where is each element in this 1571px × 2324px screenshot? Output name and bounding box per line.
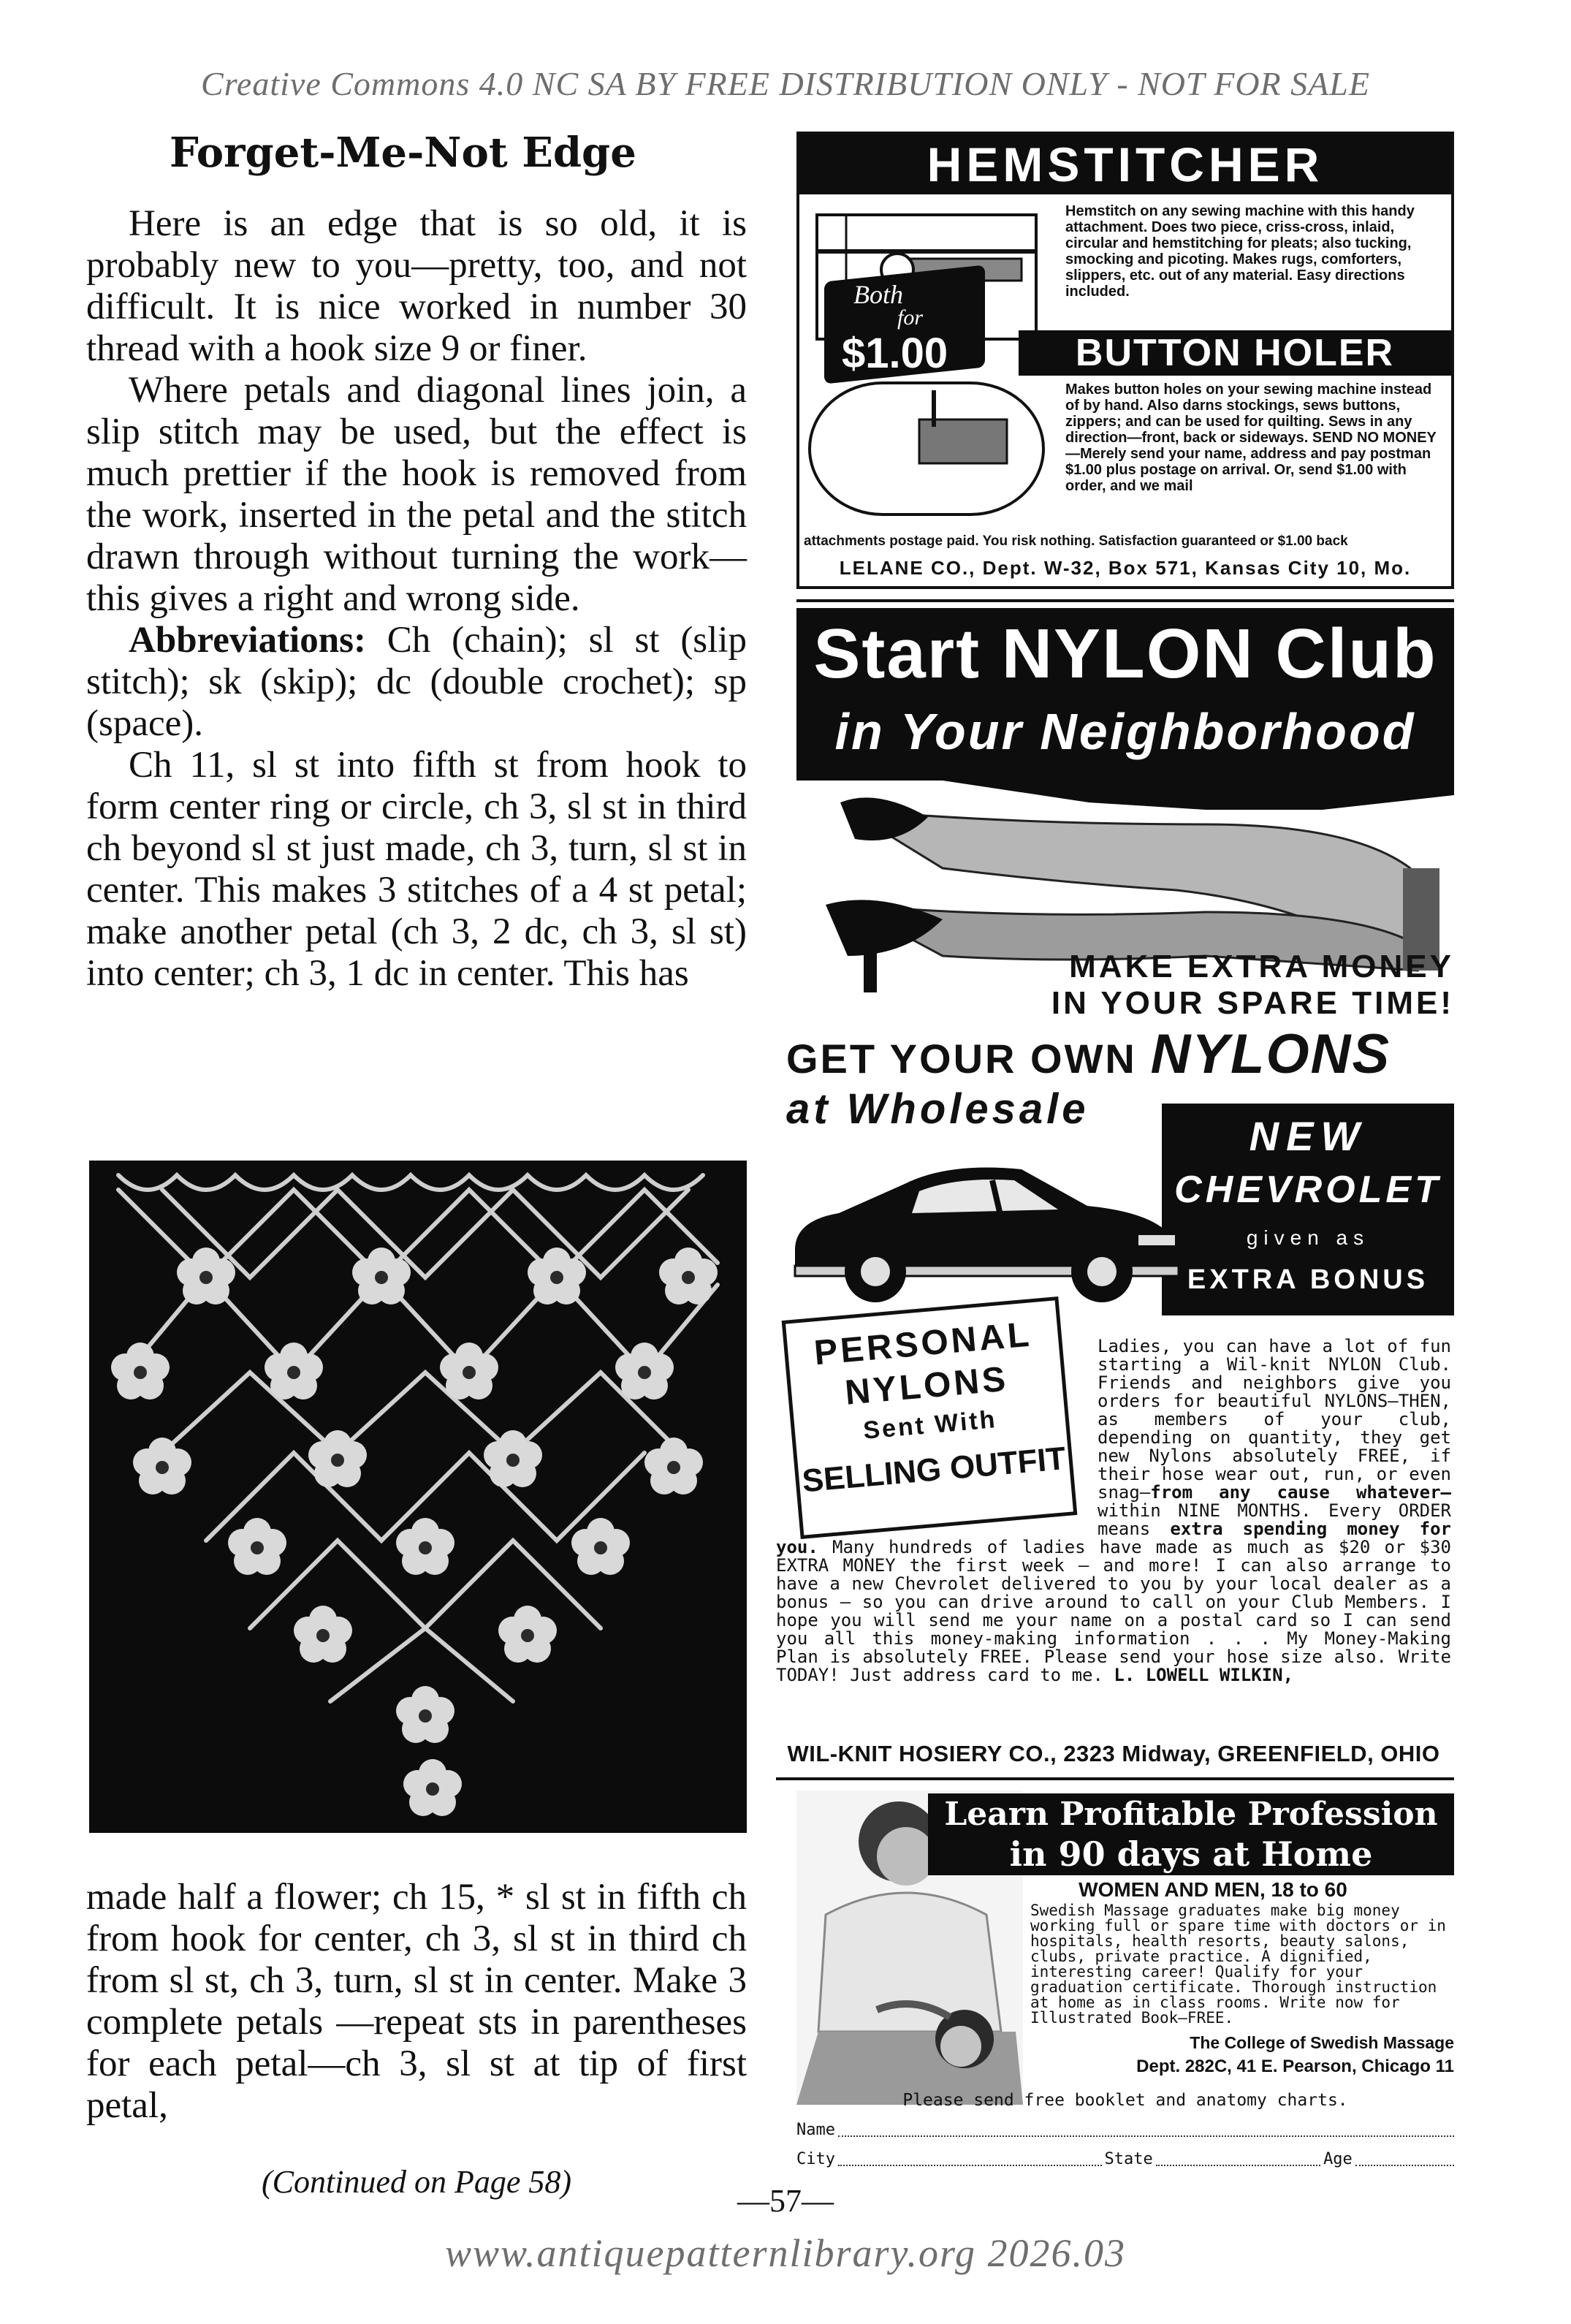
badge-both: Both bbox=[853, 280, 903, 309]
send-no-money-label: SEND NO MONEY— bbox=[1065, 430, 1437, 462]
article-paragraph-instructions: Ch 11, sl st into fifth st from hook to form center ring or circle, ch 3, sl st in third ch beyond sl st just made, ch 3, turn, sl st in center. This makes 3 stitches of a 4 st petal; make another petal (ch 3, 2 dc, ch 3, sl st) into center; ch 3, 1 dc in center. This has bbox=[86, 745, 747, 994]
page-number: —57— bbox=[737, 2183, 834, 2219]
hemstitcher-guarantee: attachments postage paid. You risk nothing. Satisfaction guaranteed or $1.00 back bbox=[804, 533, 1348, 549]
wilknit-company-address: WIL-KNIT HOSIERY CO., 2323 Midway, GREENFIELD, OHIO bbox=[787, 1741, 1440, 1766]
stamp-line-sent-with: Sent With bbox=[861, 1405, 998, 1445]
article-title: Forget-Me-Not Edge bbox=[170, 129, 636, 177]
coupon-address-line bbox=[796, 2150, 1454, 2168]
coupon-state-label: State bbox=[1104, 2150, 1153, 2168]
buttonholer-description bbox=[1065, 381, 1445, 494]
make-money-line1: MAKE EXTRA MONEY bbox=[1069, 949, 1454, 984]
nylon-body-intro: Ladies, you can have a lot of fun starting a Wil-knit NYLON Club. Friends and neighbors give you orders for beautiful NYLONS—THEN, as members of your club, depending on quantity, they get new Nylons absolutely FREE, if their hose wear out, run, or even snag— bbox=[1098, 1336, 1451, 1503]
buttonholer-title: BUTTON HOLER bbox=[1019, 330, 1451, 376]
make-money-slogan bbox=[796, 949, 1454, 1022]
given-as-label: given as bbox=[1246, 1226, 1370, 1249]
get-your-own-text: GET YOUR OWN bbox=[786, 1036, 1151, 1082]
article-paragraph-continue: made half a flower; ch 15, * sl st in fifth ch from hook for center, ch 3, sl st in third ch from sl st, ch 3, turn, sl st in center. Make 3 complete petals —repeat sts in parentheses for each petal—ch 3, sl st at tip of first petal, bbox=[86, 1877, 747, 2126]
nylon-body-bold-cause: from any cause whatever— bbox=[1150, 1482, 1451, 1503]
nylon-body-bold-money: extra spending money for you. bbox=[776, 1519, 1451, 1557]
nylon-body-months: within NINE MONTHS. Every ORDER means bbox=[1098, 1500, 1451, 1539]
coupon-state-field[interactable] bbox=[1156, 2150, 1320, 2166]
nylon-ad-body bbox=[776, 1337, 1451, 1685]
massage-headline-line2: in 90 days at Home bbox=[1009, 1834, 1373, 1874]
ad-divider-2 bbox=[776, 1777, 1454, 1780]
coupon-age-field[interactable] bbox=[1355, 2150, 1454, 2166]
nylon-club-headline: Start NYLON Club bbox=[813, 615, 1437, 693]
hemstitcher-ad bbox=[796, 132, 1454, 589]
stamp-line-personal: PERSONAL bbox=[813, 1315, 1034, 1373]
massage-description: Swedish Massage graduates make big money working full or spare time with doctors or in hospitals, health resorts, beauty salons, clubs, private practice. A dignified, interesting career! Qualify for your graduation certificate. Thorough instruction at home as in class rooms. Write now for Illustrated Book—FREE. bbox=[1030, 1902, 1446, 2027]
at-wholesale-text: at Wholesale bbox=[786, 1085, 1089, 1133]
massage-audience: WOMEN AND MEN, 18 to 60 bbox=[1079, 1878, 1347, 1901]
buttonholer-desc-text: Makes button holes on your sewing machine instead of by hand. Also darns stockings, sews buttons, zippers; and can be used for quilting. Sews in any direction—front, back or sideways. bbox=[1065, 381, 1432, 446]
hemstitcher-title: HEMSTITCHER bbox=[799, 134, 1451, 194]
abbreviations-text: Ch (chain); sl st (slip stitch); sk (skip); dc (double crochet); sp (space). bbox=[86, 620, 747, 744]
nylon-signer: L. LOWELL WILKIN, bbox=[1114, 1665, 1294, 1685]
chevrolet-label: CHEVROLET bbox=[1174, 1169, 1442, 1211]
coupon-name-field[interactable] bbox=[838, 2121, 1454, 2137]
chevrolet-car-illustration bbox=[780, 1140, 1190, 1308]
massage-headline-line1: Learn Profitable Profession bbox=[944, 1796, 1438, 1833]
crochet-lace-illustration bbox=[89, 1161, 747, 1833]
footer-library-url: www.antiquepatternlibrary.org 2026.03 bbox=[444, 2231, 1127, 2275]
license-notice: Creative Commons 4.0 NC SA BY FREE DISTRIBUTION ONLY - NOT FOR SALE bbox=[201, 65, 1370, 102]
send-no-money-text: Merely send your name, address and pay postman $1.00 plus postage on arrival. Or, send $1.00 with order, and we mail bbox=[1065, 446, 1431, 494]
lelane-company-address: LELANE CO., Dept. W-32, Box 571, Kansas City 10, Mo. bbox=[839, 557, 1412, 579]
nylons-word: NYLONS bbox=[1150, 1023, 1391, 1085]
stamp-line-nylons: NYLONS bbox=[843, 1359, 1011, 1413]
nylon-body-rest: Many hundreds of ladies have made as much as $20 or $30 EXTRA MONEY the first week — and more! I can also arrange to have a new Chevrolet delivered to you by your local dealer as a bonus — so you can drive around to call on your Club Members. I hope you will send me your name on a postal card so I can send you all this money-making information . . . My Money-Making Plan is absolutely FREE. Please send your hose size also. Write TODAY! Just address card to me. bbox=[776, 1537, 1451, 1685]
make-money-line2: IN YOUR SPARE TIME! bbox=[1051, 985, 1454, 1021]
get-nylons-headline bbox=[786, 1023, 1454, 1085]
coupon-age-label: Age bbox=[1323, 2150, 1353, 2168]
coupon-name-label: Name bbox=[796, 2121, 835, 2139]
article-body-top bbox=[86, 203, 747, 995]
article-paragraph-intro: Here is an edge that is so old, it is probably new to you—pretty, too, and not difficult. It is nice worked in number 30 thread with a hook size 9 or finer. bbox=[86, 203, 747, 369]
hemstitcher-description: Hemstitch on any sewing machine with this handy attachment. Does two piece, criss-cross, inlaid, circular and hemstitching for pleats; also tucking, smocking and picoting. Makes rugs, comforters, slippers, etc. out of any material. Easy directions included. bbox=[1065, 203, 1415, 300]
nylon-club-banner bbox=[796, 608, 1454, 781]
article-body-bottom bbox=[86, 1877, 747, 2127]
continued-notice: (Continued on Page 58) bbox=[261, 2164, 572, 2200]
coupon-name-line bbox=[796, 2121, 1454, 2139]
massage-school-address: Dept. 282C, 41 E. Pearson, Chicago 11 bbox=[1136, 2057, 1454, 2076]
price-badge bbox=[824, 273, 992, 383]
badge-price: $1.00 bbox=[842, 330, 948, 377]
nylon-club-subheadline: in Your Neighborhood bbox=[834, 703, 1416, 760]
chevrolet-bonus-banner bbox=[1162, 1104, 1454, 1315]
article-paragraph-abbreviations bbox=[86, 620, 747, 745]
badge-for: for bbox=[897, 305, 924, 330]
coupon-note: Please send free booklet and anatomy charts. bbox=[902, 2091, 1348, 2110]
crochet-edge-photo bbox=[89, 1161, 747, 1833]
new-label: NEW bbox=[1249, 1113, 1367, 1159]
stamp-line-selling-outfit: SELLING OUTFIT bbox=[800, 1440, 1068, 1500]
abbreviations-label: Abbreviations: bbox=[129, 620, 366, 661]
coupon-city-field[interactable] bbox=[838, 2150, 1102, 2166]
massage-headline-banner bbox=[928, 1793, 1454, 1875]
massage-school-name: The College of Swedish Massage bbox=[1190, 2033, 1454, 2052]
ad-divider-1 bbox=[796, 599, 1454, 602]
article-paragraph-petals: Where petals and diagonal lines join, a slip stitch may be used, but the effect is much prettier if the hook is removed from the work, inserted in the petal and the stitch drawn through without turning the work—this gives a right and wrong side. bbox=[86, 370, 747, 619]
coupon-city-label: City bbox=[796, 2150, 835, 2168]
extra-bonus-label: EXTRA BONUS bbox=[1187, 1264, 1429, 1295]
